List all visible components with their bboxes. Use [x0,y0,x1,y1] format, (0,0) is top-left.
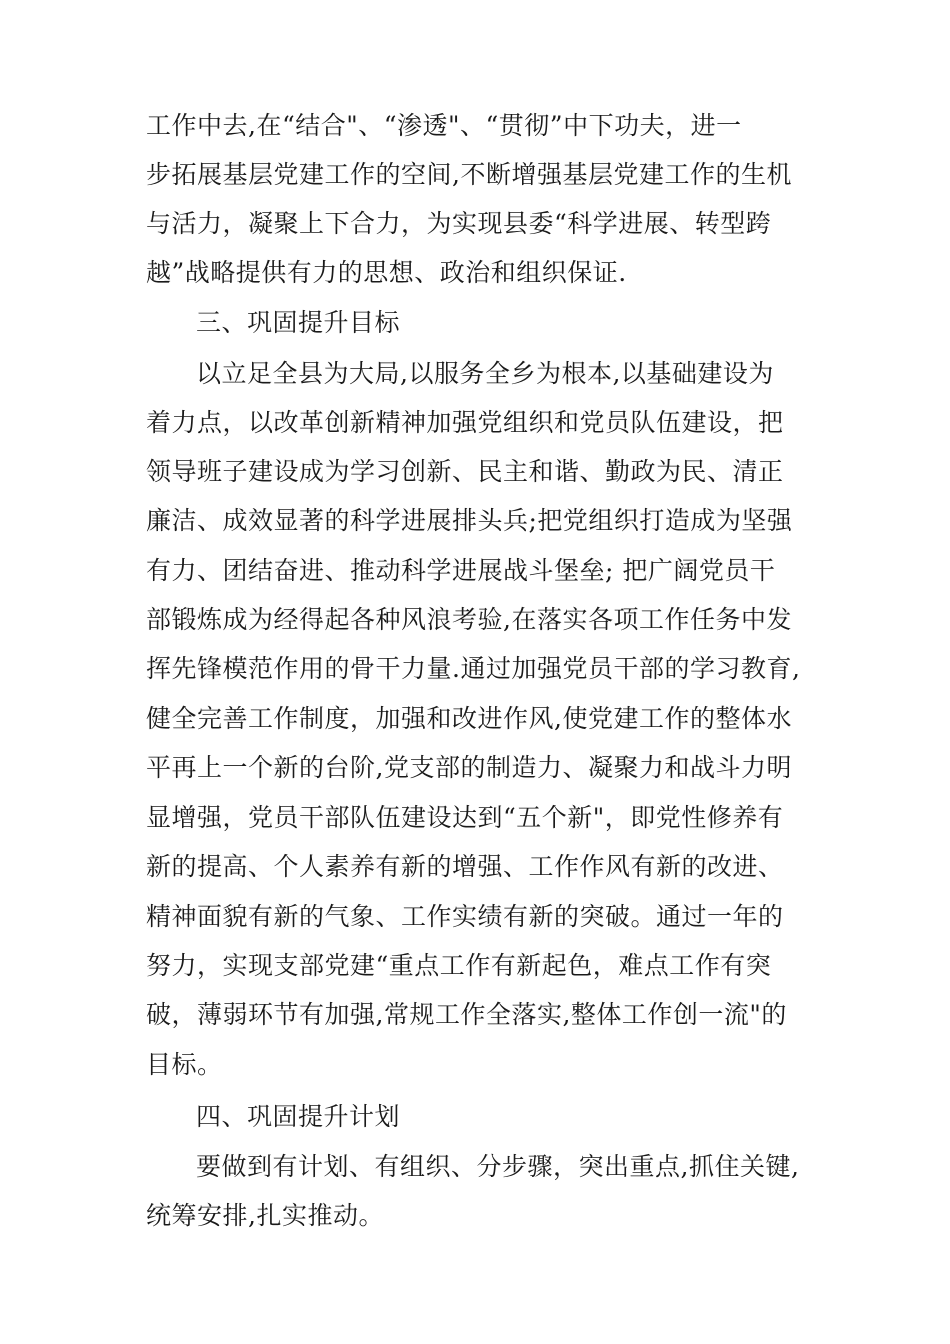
section-3-heading: 三、巩固提升目标 [196,308,401,337]
section-4-line-1: 要做到有计划、有组织、分步骤，突出重点,抓住关键, [196,1152,800,1181]
paragraph-1-line-3: 与活力，凝聚上下合力，为实现县委“科学进展、转型跨 [146,209,772,238]
section-4-heading: 四、巩固提升计划 [196,1102,401,1131]
section-3-line-10: 显增强，党员干部队伍建设达到“五个新"，即党性修养有 [146,803,784,832]
paragraph-1-line-4: 越”战略提供有力的思想、政治和组织保证. [146,258,627,287]
section-3-line-12: 精神面貌有新的气象、工作实绩有新的突破。通过一年的 [146,902,784,931]
section-3-line-11: 新的提高、个人素养有新的增强、工作作风有新的改进、 [146,852,784,881]
section-3-line-3: 领导班子建设成为学习创新、民主和谐、勤政为民、清正 [146,457,784,486]
section-3-line-6: 部锻炼成为经得起各种风浪考验,在落实各项工作任务中发 [146,605,792,634]
section-4-line-2: 统筹安排,扎实推动。 [146,1201,384,1230]
paragraph-1-line-2: 步拓展基层党建工作的空间,不断增强基层党建工作的生机 [146,160,792,189]
section-3-line-15: 目标。 [146,1050,223,1079]
section-3-line-13: 努力，实现支部党建“重点工作有新起色，难点工作有突 [146,951,772,980]
section-3-line-14: 破，薄弱环节有加强,常规工作全落实,整体工作创一流"的 [146,1000,787,1029]
section-3-line-8: 健全完善工作制度，加强和改进作风,使党建工作的整体水 [146,704,792,733]
section-3-line-5: 有力、团结奋进、推动科学进展战斗堡垒; 把广阔党员干 [146,556,776,585]
section-3-line-1: 以立足全县为大局,以服务全乡为根本,以基础建设为 [196,359,774,388]
paragraph-1-line-1: 工作中去,在“结合"、“渗透"、“贯彻”中下功夫，进一 [146,111,742,140]
section-3-line-2: 着力点，以改革创新精神加强党组织和党员队伍建设，把 [146,408,784,437]
section-3-line-7: 挥先锋模范作用的骨干力量.通过加强党员干部的学习教育, [146,654,801,683]
section-3-line-4: 廉洁、成效显著的科学进展排头兵;把党组织打造成为坚强 [146,506,793,535]
section-3-line-9: 平再上一个新的台阶,党支部的制造力、凝聚力和战斗力明 [146,753,792,782]
